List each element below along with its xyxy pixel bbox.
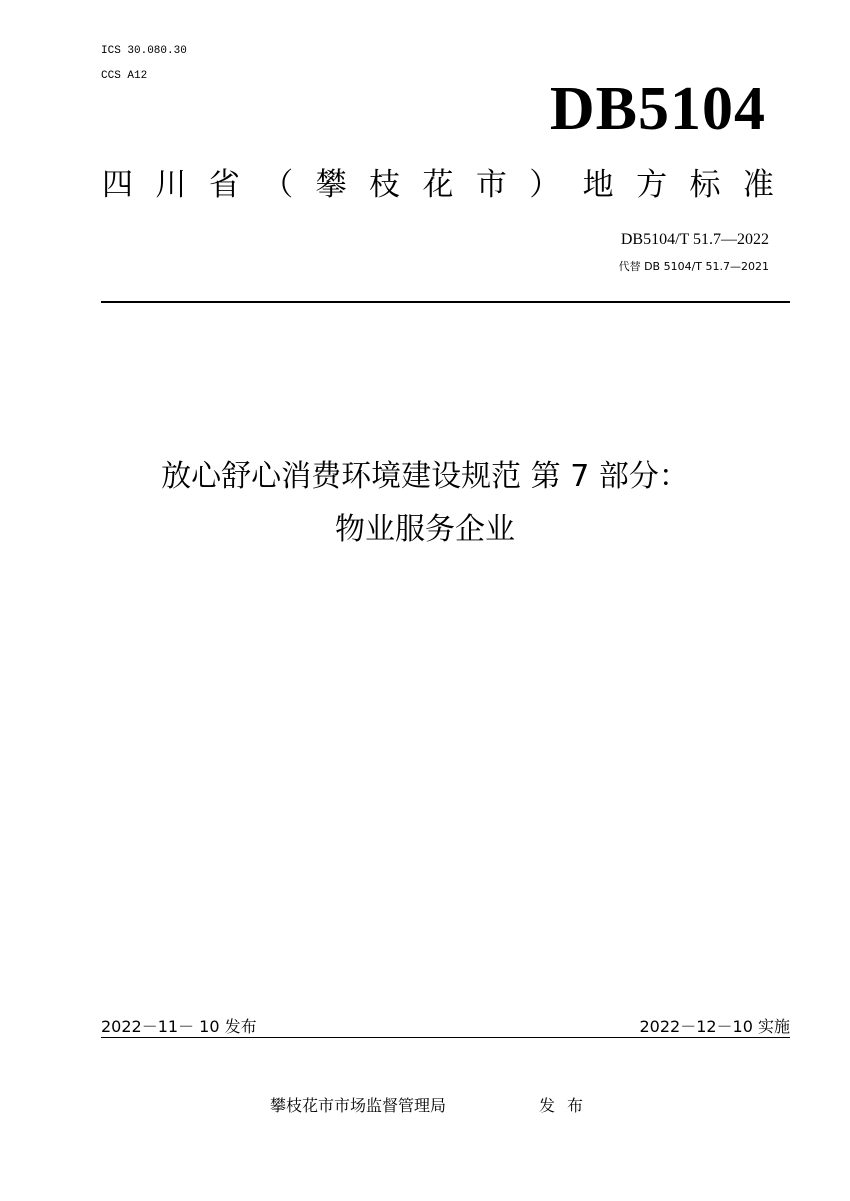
replaces-code: 代替 DB 5104/T 51.7—2021: [618, 260, 769, 273]
publisher-name: 攀枝花市市场监督管理局: [270, 1096, 447, 1115]
document-title-line2: 物业服务企业: [335, 512, 515, 547]
standard-type-char: 四: [102, 167, 133, 203]
standard-type-heading: [102, 163, 774, 207]
header-divider: [101, 301, 790, 303]
standard-type-char: 市: [475, 167, 507, 203]
standard-code: DB5104/T 51.7—2022: [620, 231, 769, 248]
standard-type-char: 准: [742, 167, 774, 203]
implement-date: 2022－12－10 实施: [639, 1017, 790, 1036]
standard-type-char: 花: [422, 167, 454, 203]
standard-type-char: 省: [208, 167, 240, 203]
standard-type-char: 枝: [369, 167, 401, 203]
document-title-line1: 放心舒心消费环境建设规范 第 7 部分：: [161, 459, 689, 494]
footer-divider: [101, 1037, 790, 1038]
ccs-code: CCS A12: [101, 70, 148, 82]
standard-type-char: 方: [636, 167, 668, 203]
standard-type-char: 攀: [315, 167, 347, 203]
standard-type-char: 川: [155, 167, 187, 203]
ics-code: ICS 30.080.30: [101, 45, 187, 57]
standard-logo: DB5104: [549, 75, 766, 143]
standard-type-char: （: [262, 167, 294, 203]
standard-type-char: 地: [582, 167, 614, 203]
standard-type-char: ）: [529, 167, 561, 203]
standard-type-char: 标: [689, 167, 721, 203]
issue-date: 2022－11－ 10 发布: [101, 1017, 257, 1036]
publish-label: 发布: [539, 1096, 596, 1115]
